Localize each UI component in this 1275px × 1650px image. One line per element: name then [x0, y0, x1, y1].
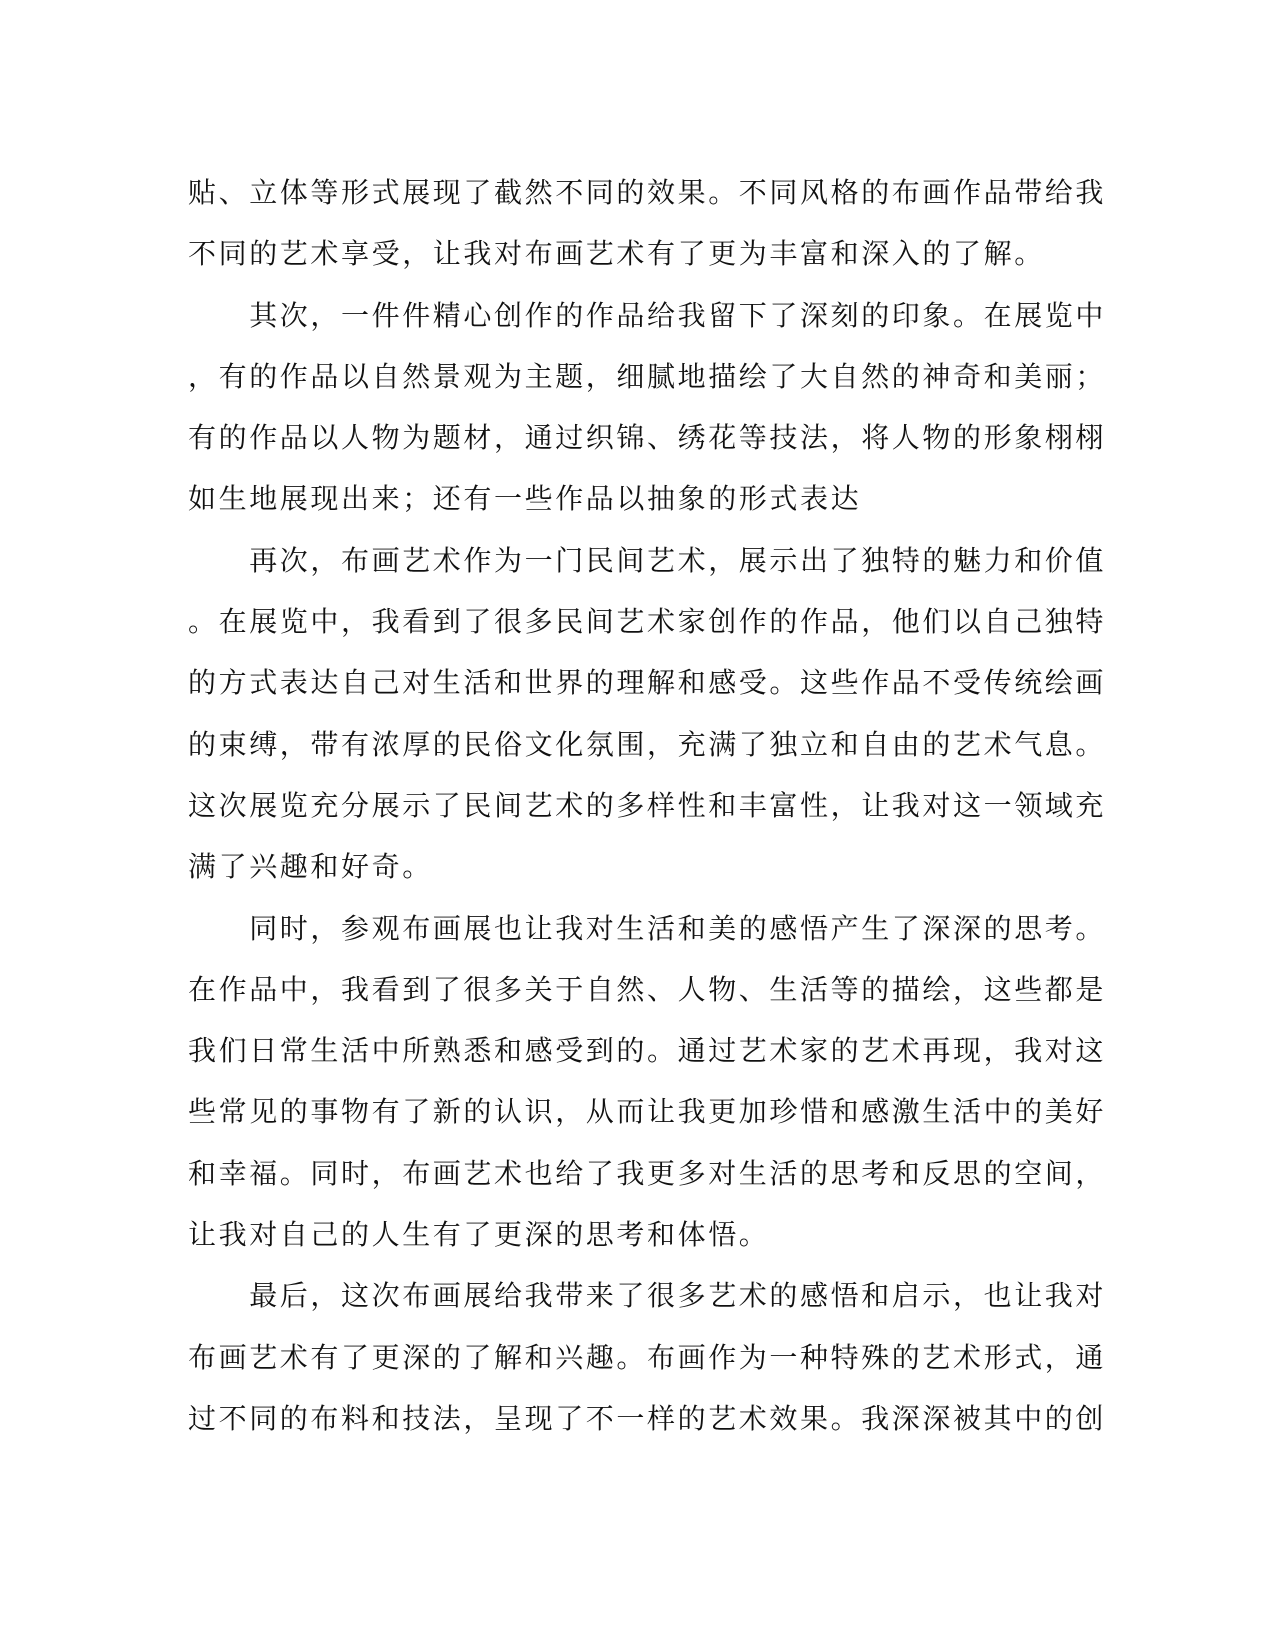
text-line: 满了兴趣和好奇。 — [188, 850, 433, 884]
text-line: ，有的作品以自然景观为主题，细腻地描绘了大自然的神奇和美丽； — [188, 359, 1107, 393]
text-line: 有的作品以人物为题材，通过织锦、绣花等技法，将人物的形象栩栩 — [188, 421, 1107, 455]
text-line: 再次，布画艺术作为一门民间艺术，展示出了独特的魅力和价值 — [188, 543, 1107, 577]
text-line: 在作品中，我看到了很多关于自然、人物、生活等的描绘，这些都是 — [188, 972, 1107, 1006]
text-line: 贴、立体等形式展现了截然不同的效果。不同风格的布画作品带给我 — [188, 176, 1107, 209]
text-line: 其次，一件件精心创作的作品给我留下了深刻的印象。在展览中 — [188, 298, 1107, 332]
text-line: 。在展览中，我看到了很多民间艺术家创作的作品，他们以自己独特 — [188, 605, 1107, 639]
text-line: 和幸福。同时，布画艺术也给了我更多对生活的思考和反思的空间， — [188, 1156, 1107, 1190]
text-line: 过不同的布料和技法，呈现了不一样的艺术效果。我深深被其中的创 — [188, 1401, 1107, 1435]
text-line: 同时，参观布画展也让我对生活和美的感悟产生了深深的思考。 — [188, 911, 1107, 945]
text-line: 最后，这次布画展给我带来了很多艺术的感悟和启示，也让我对 — [188, 1279, 1107, 1313]
text-line: 的束缚，带有浓厚的民俗文化氛围，充满了独立和自由的艺术气息。 — [188, 727, 1107, 761]
text-line: 不同的艺术享受，让我对布画艺术有了更为丰富和深入的了解。 — [188, 237, 1045, 271]
text-line: 些常见的事物有了新的认识，从而让我更加珍惜和感激生活中的美好 — [188, 1095, 1107, 1129]
text-line: 的方式表达自己对生活和世界的理解和感受。这些作品不受传统绘画 — [188, 666, 1107, 700]
text-line: 让我对自己的人生有了更深的思考和体悟。 — [188, 1218, 770, 1252]
body-text — [188, 162, 1107, 1449]
text-line: 我们日常生活中所熟悉和感受到的。通过艺术家的艺术再现，我对这 — [188, 1034, 1107, 1068]
text-line: 这次展览充分展示了民间艺术的多样性和丰富性，让我对这一领域充 — [188, 788, 1107, 822]
text-line: 布画艺术有了更深的了解和兴趣。布画作为一种特殊的艺术形式，通 — [188, 1340, 1107, 1374]
text-line: 如生地展现出来；还有一些作品以抽象的形式表达 — [188, 482, 862, 516]
